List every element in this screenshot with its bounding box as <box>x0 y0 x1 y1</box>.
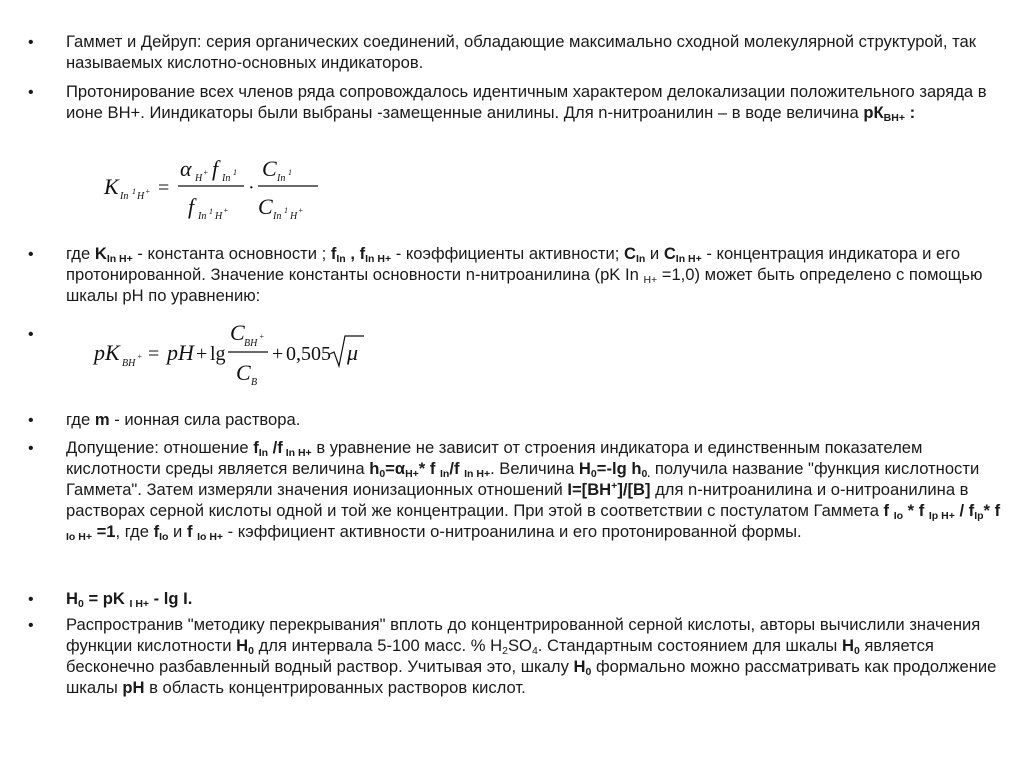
svg-text:In: In <box>222 173 231 184</box>
svg-text:pH: pH <box>167 340 194 365</box>
svg-text:+: + <box>298 206 304 215</box>
paragraph-4: где m - ионная сила раствора. <box>66 410 301 429</box>
svg-text:B: B <box>251 377 258 388</box>
formula-basicity-constant <box>100 150 330 230</box>
svg-text:0,505: 0,505 <box>286 343 331 365</box>
paragraph-2: Протонирование всех членов ряда сопровождалось идентичным характером делокализации положительного заряда в ионе ВН+. Ииндикаторы были выбраны -замещенные анилины. Для n-нитроанилин – в воде величина $рК_{BH+}$ : <box>66 82 987 124</box>
svg-text:f: f <box>188 194 195 219</box>
svg-text:+: + <box>203 168 209 177</box>
paragraph-5: Допущение: отношение $f_{In}$ /f $_{In H+}$ в уравнение не зависит от строения индикатора и единственным показателем кислотности среды является величина $h_0=\alpha_{H+}*$ f $_{In}$/f $_{In H+}$. Величина $H_0=-\lg$ $h_{0.}$ получила название "функция кислотности Гаммета". Затем измеряли значения ионизационных отношений I=[BH+]/[B] для n-нитроанилина и о-нитроанилина в растворах серной кислоты одной и той же концентрации. При этой в соответствии с постулатом Гаммета f $_{Io}$ * f $_{Ip H+} / f_{Ip}*$ f $_{Io H+}$ =1, где $f_{Io}$ и f $_{Io H+}$ - кэффициент активности о-нитроанилина и его протонированной формы. <box>66 438 1001 543</box>
svg-text:·: · <box>248 177 255 199</box>
paragraph-1 <box>66 31 1011 73</box>
svg-text:=: = <box>148 343 160 365</box>
paragraph-3: где $K_{In H+}$ - константа основности ; $f_{In}$ , $f_{In H+}$ - коэффициенты активности; $C_{In}$ и $C_{In H+}$ - концентрация индикатора и его протонированной. Значение константы основности n-нитроанилина (pK In $_{H+}$ =1,0) может быть определено с помощью шкалы pH по уравнению: <box>66 244 983 305</box>
svg-text:1: 1 <box>288 168 292 177</box>
svg-text:H: H <box>215 211 223 222</box>
bullet-7: • <box>28 591 34 608</box>
svg-text:C: C <box>258 194 273 219</box>
svg-text:C: C <box>230 320 245 345</box>
bullet-8: • <box>28 617 34 634</box>
svg-text:1: 1 <box>284 206 288 215</box>
svg-text:1: 1 <box>233 168 237 177</box>
svg-text:H: H <box>290 211 298 222</box>
svg-text:C: C <box>262 156 277 181</box>
bullet-4: • <box>28 326 34 343</box>
svg-text:H: H <box>195 173 203 184</box>
svg-text:BH: BH <box>122 358 136 369</box>
svg-text:BH: BH <box>244 338 258 349</box>
svg-text:+: + <box>259 332 265 341</box>
bullet-5: • <box>28 412 34 429</box>
formula1-lhs: K <box>104 174 119 199</box>
svg-text:+: + <box>137 352 143 361</box>
paragraph-1-text: Гаммет и Дейруп: серия органических соединений, обладающие максимально сходной молекулярной структурой, так называемых кислотно-основных индикаторов. <box>66 32 977 72</box>
paragraph-6: $H_0$ = pK $_{I H+}$ - lg I. <box>66 589 193 610</box>
svg-text:C: C <box>236 360 251 385</box>
formula1-equals: = <box>158 177 170 199</box>
bullet-3: • <box>28 246 34 263</box>
svg-text:In: In <box>277 173 286 184</box>
svg-text:In: In <box>273 211 282 222</box>
paragraph-7: Распространив "методику перекрывания" вплоть до концентрированной серной кислоты, авторы вычислили значения функции кислотности $H_0$ для интервала 5-100 масс. % $H_2SO_4$. Стандартным состоянием для шкалы $H_0$ является бесконечно разбавленный водный раствор. Учитывая это, шкалу $H_0$ формально можно рассматривать как продолжение шкалы pH в область концентрированных растворов кислот. <box>66 615 997 697</box>
svg-text:+: + <box>196 343 208 365</box>
bullet-1: • <box>28 34 34 51</box>
formula-pk-bh <box>92 318 382 394</box>
svg-text:μ: μ <box>347 340 359 365</box>
svg-text:H: H <box>137 191 145 202</box>
svg-text:+: + <box>272 343 284 365</box>
svg-text:pK: pK <box>94 340 120 365</box>
bullet-2: • <box>28 84 34 101</box>
svg-text:α: α <box>180 156 192 181</box>
svg-text:+: + <box>145 187 151 196</box>
svg-text:1: 1 <box>209 207 213 216</box>
svg-text:+: + <box>223 206 229 215</box>
svg-text:f: f <box>212 156 219 181</box>
svg-text:In: In <box>198 211 207 222</box>
formula1-lhs-sub: In <box>120 191 129 202</box>
bullet-6: • <box>28 440 34 457</box>
svg-text:lg: lg <box>210 343 226 365</box>
svg-text:1: 1 <box>132 187 136 196</box>
